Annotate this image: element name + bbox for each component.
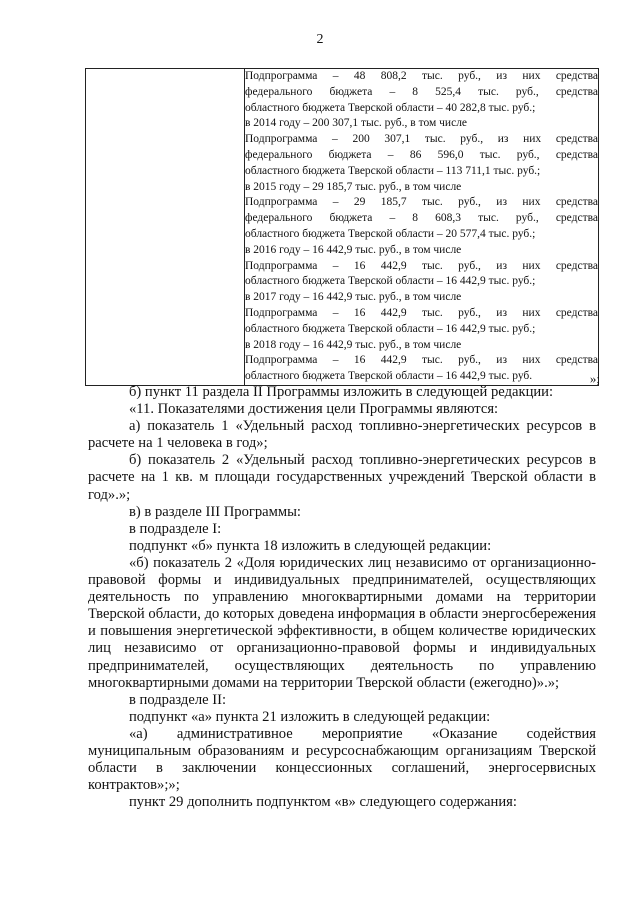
paragraph: «11. Показателями достижения цели Программы являются: [129, 401, 499, 418]
table-line: в 2018 году – 16 442,9 тыс. руб., в том числе [245, 338, 462, 351]
paragraph: б) показатель 2 «Удельный расход топливно-энергетических ресурсов в расчете на 1 кв. м площади государственных учреждений Тверской области в год».»; [88, 452, 596, 503]
table-line: федерального бюджета – 86 596,0 тыс. руб., средства [245, 148, 598, 161]
paragraph: подпункт «б» пункта 18 изложить в следующей редакции: [129, 537, 492, 554]
table-line: в 2015 году – 29 185,7 тыс. руб., в том числе [245, 180, 462, 193]
table-line: областного бюджета Тверской области – 40 282,8 тыс. руб.; [245, 101, 536, 114]
paragraph: в подразделе II: [129, 691, 227, 708]
table-line: в 2017 году – 16 442,9 тыс. руб., в том числе [245, 291, 462, 304]
table-line: Подпрограмма – 16 442,9 тыс. руб., из них средства [245, 259, 598, 272]
table-line: областного бюджета Тверской области – 16 442,9 тыс. руб. [245, 370, 533, 383]
paragraph: «а) административное мероприятие «Оказание содействия муниципальным образованиям и ресурсоснабжающим организациям Тверской области в заключении концессионных соглашений, энергосервисных контрактов»;»; [88, 725, 596, 794]
document-body [88, 384, 596, 811]
paragraph: в) в разделе III Программы: [129, 503, 301, 520]
table-line: Подпрограмма – 16 442,9 тыс. руб., из них средства [245, 354, 598, 367]
table-right-cell [245, 69, 599, 386]
table-line: в 2016 году – 16 442,9 тыс. руб., в том числе [245, 243, 462, 256]
page-number: 2 [316, 32, 324, 47]
table-line: в 2014 году – 200 307,1 тыс. руб., в том числе [245, 117, 468, 130]
table-line: федерального бюджета – 8 525,4 тыс. руб., средства [245, 85, 598, 98]
funding-table [85, 68, 599, 386]
table-line: Подпрограмма – 16 442,9 тыс. руб., из них средства [245, 306, 598, 319]
table-line: федерального бюджета – 8 608,3 тыс. руб., средства [245, 212, 598, 225]
table-line: областного бюджета Тверской области – 113 711,1 тыс. руб.; [245, 164, 541, 177]
table-line: областного бюджета Тверской области – 16 442,9 тыс. руб.; [245, 275, 536, 288]
paragraph: «б) показатель 2 «Доля юридических лиц независимо от организационно-правовой формы и индивидуальных предпринимателей, осуществляющих деятельность по управлению многоквартирными домами на территории Тверской области, до которых доведена информация в области энергосбережения и повышения энергетической эффективности, в общем количестве юридических лиц независимо от организационно-правовой формы и индивидуальных предпринимателей, осуществляющих деятельность по управлению многоквартирными домами на территории Тверской области (ежегодно)».»; [88, 554, 596, 691]
paragraph: а) показатель 1 «Удельный расход топливно-энергетических ресурсов в расчете на 1 человека в год»; [88, 418, 596, 452]
table-closing-quote: »; [589, 371, 600, 386]
paragraph: подпункт «а» пункта 21 изложить в следующей редакции: [129, 708, 491, 725]
table-line: Подпрограмма – 29 185,7 тыс. руб., из них средства [245, 196, 598, 209]
paragraph: б) пункт 11 раздела II Программы изложить в следующей редакции: [129, 384, 554, 400]
table-line: Подпрограмма – 48 808,2 тыс. руб., из них средства [245, 70, 598, 82]
table-left-cell [86, 69, 245, 386]
paragraph: в подразделе I: [129, 520, 222, 537]
table-line: областного бюджета Тверской области – 20 577,4 тыс. руб.; [245, 227, 536, 240]
table-row [86, 69, 599, 386]
table-line: областного бюджета Тверской области – 16 442,9 тыс. руб.; [245, 322, 536, 335]
paragraph: пункт 29 дополнить подпунктом «в» следующего содержания: [129, 794, 517, 811]
table-line: Подпрограмма – 200 307,1 тыс. руб., из них средства [245, 133, 598, 146]
